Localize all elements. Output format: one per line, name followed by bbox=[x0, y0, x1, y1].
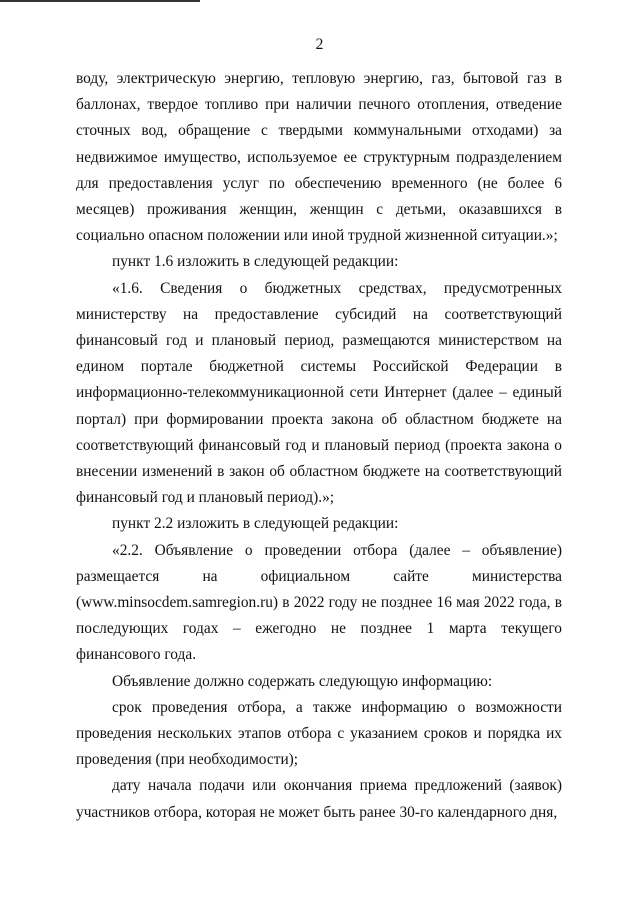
top-rule bbox=[0, 0, 200, 2]
document-body bbox=[76, 66, 562, 826]
paragraph-7: срок проведения отбора, а также информацию о возможности проведения нескольких этапов отбора с указанием сроков и порядка их проведения (при необходимости); bbox=[76, 698, 562, 769]
paragraph-8: дату начала подачи или окончания приема предложений (заявок) участников отбора, которая не может быть ранее 30-го календарного дня, bbox=[76, 777, 562, 821]
paragraph-5: «2.2. Объявление о проведении отбора (далее – объявление) размещается на официальном сайте министерства (www.minsocdem.samregion.ru) в 2022 году не позднее 16 мая 2022 года, в последующих годах – ежегодно не позднее 1 марта текущего финансового года. bbox=[76, 541, 562, 664]
paragraph-1: воду, электрическую энергию, тепловую энергию, газ, бытовой газ в баллонах, твердое топливо при наличии печного отопления, отведение сточных вод, обращение с твердыми коммунальными отходами) за недвижимое имущество, используемое ее структурным подразделением для предоставления услуг по обеспечению временного (не более 6 месяцев) проживания женщин, женщин с детьми, оказавшихся в социально опасном положении или иной трудной жизненной ситуации.»; bbox=[76, 70, 562, 245]
paragraph-3: «1.6. Сведения о бюджетных средствах, предусмотренных министерству на предоставление субсидий на соответствующий финансовый год и плановый период, размещаются министерством на едином портале бюджетной системы Российской Федерации в информационно-телекоммуникационной сети Интернет (далее – единый портал) при формировании проекта закона об областном бюджете на соответствующий финансовый год и плановый период (проекта закона о внесении изменений в закон об областном бюджете на соответствующий финансовый год и плановый период).»; bbox=[76, 279, 562, 507]
paragraph-4: пункт 2.2 изложить в следующей редакции: bbox=[112, 515, 399, 533]
page-number: 2 bbox=[315, 36, 324, 53]
paragraph-6: Объявление должно содержать следующую информацию: bbox=[112, 672, 493, 690]
paragraph-2: пункт 1.6 изложить в следующей редакции: bbox=[112, 253, 399, 271]
